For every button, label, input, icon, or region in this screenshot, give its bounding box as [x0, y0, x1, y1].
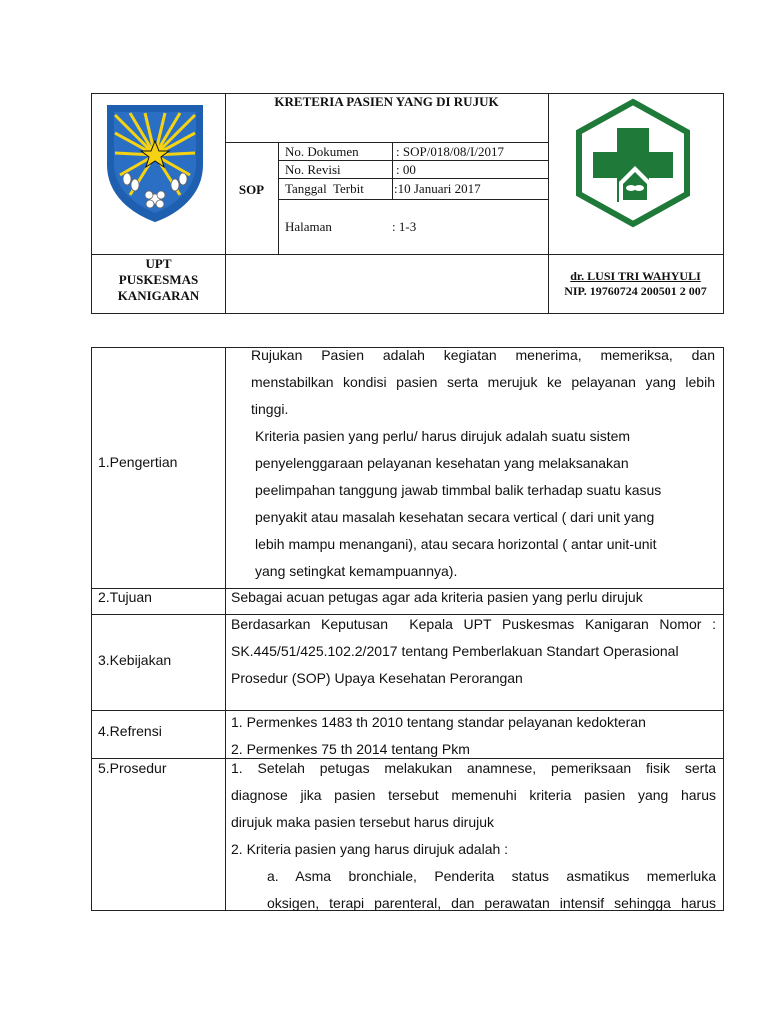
- prosedur-text: [231, 755, 716, 917]
- org-line: UPT: [145, 256, 172, 271]
- sop-label: SOP: [238, 182, 265, 197]
- label-prosedur: 5.Prosedur: [98, 760, 167, 776]
- document-title: KRETERIA PASIEN YANG DI RUJUK: [274, 94, 499, 109]
- sop-content-table: [91, 347, 724, 911]
- tujuan-text: Sebagai acuan petugas agar ada kriteria pasien yang perlu dirujuk: [231, 589, 643, 605]
- header-divider: [225, 142, 548, 143]
- text-line: tinggi.: [251, 401, 289, 417]
- text-line: Kriteria pasien yang perlu/ harus dirujuk adalah suatu sistem: [255, 428, 631, 444]
- meta-key-revisi: No. Revisi: [285, 162, 341, 177]
- signer-block: [548, 269, 723, 299]
- regency-emblem-logo: [105, 103, 205, 223]
- header-divider: [278, 160, 548, 161]
- puskesmas-logo: [573, 98, 693, 228]
- text-line: 2. Permenkes 75 th 2014 tentang Pkm: [231, 741, 470, 757]
- label-refrensi: 4.Refrensi: [98, 723, 162, 739]
- meta-value-dokumen: : SOP/018/08/I/2017: [396, 144, 504, 159]
- meta-key-dokumen: No. Dokumen: [285, 144, 359, 159]
- text-line: 1. Permenkes 1483 th 2010 tentang standar pelayanan kedokteran: [231, 714, 646, 730]
- header-divider: [392, 142, 393, 199]
- org-line: PUSKESMAS: [118, 272, 199, 287]
- label-pengertian: 1.Pengertian: [98, 454, 178, 470]
- header-divider: [278, 142, 279, 254]
- text-line: dirujuk maka pasien tersebut harus dirujuk: [231, 814, 495, 830]
- text-line: oksigen, terapi parenteral, dan perawatan intensif sehingga harus: [267, 895, 716, 911]
- sop-header-table: [91, 93, 724, 314]
- text-line: 1. Setelah petugas melakukan anamnese, pemeriksaan fisik serta: [231, 760, 716, 776]
- organization-name: [92, 256, 225, 304]
- meta-value-tanggal: :10 Januari 2017: [394, 181, 481, 196]
- header-divider: [278, 199, 548, 200]
- label-tujuan: 2.Tujuan: [98, 589, 152, 605]
- text-line: menstabilkan kondisi pasien serta merujuk ke pelayanan yang lebih: [251, 374, 715, 390]
- kebijakan-text: [231, 611, 716, 692]
- text-line: 2. Kriteria pasien yang harus dirujuk adalah :: [231, 841, 509, 857]
- header-divider: [92, 254, 723, 255]
- signer-nip: NIP. 19760724 200501 2 007: [564, 284, 707, 298]
- signer-name: dr. LUSI TRI WAHYULI: [570, 269, 701, 283]
- text-line: Prosedur (SOP) Upaya Kesehatan Perorangan: [231, 670, 523, 686]
- label-kebijakan: 3.Kebijakan: [98, 652, 172, 668]
- header-divider: [225, 94, 226, 313]
- content-divider: [225, 348, 226, 910]
- meta-key-halaman: Halaman: [285, 219, 332, 234]
- text-line: Berdasarkan Keputusan Kepala UPT Puskesmas Kanigaran Nomor :: [231, 616, 716, 632]
- text-line: penyelenggaraan pelayanan kesehatan yang melaksanakan: [255, 455, 629, 471]
- header-divider: [278, 178, 548, 179]
- pengertian-text: [251, 342, 715, 585]
- text-line: Rujukan Pasien adalah kegiatan menerima, memeriksa, dan: [251, 347, 715, 363]
- text-line: penyakit atau masalah kesehatan secara vertical ( dari unit yang: [255, 509, 655, 525]
- meta-value-halaman: : 1-3: [392, 219, 417, 234]
- text-line: peelimpahan tanggung jawab timmbal balik terhadap suatu kasus: [255, 482, 662, 498]
- meta-key-tanggal: Tanggal Terbit: [285, 181, 364, 196]
- meta-value-revisi: : 00: [396, 162, 416, 177]
- org-line: KANIGARAN: [117, 288, 200, 303]
- text-line: yang setingkat kemampuannya).: [255, 563, 458, 579]
- text-line: lebih mampu menangani), atau secara horizontal ( antar unit-unit: [255, 536, 657, 552]
- text-line: a. Asma bronchiale, Penderita status asmatikus memerluka: [267, 868, 716, 884]
- text-line: diagnose jika pasien tersebut memenuhi kriteria pasien yang harus: [231, 787, 716, 803]
- text-line: SK.445/51/425.102.2/2017 tentang Pemberlakuan Standart Operasional: [231, 643, 679, 659]
